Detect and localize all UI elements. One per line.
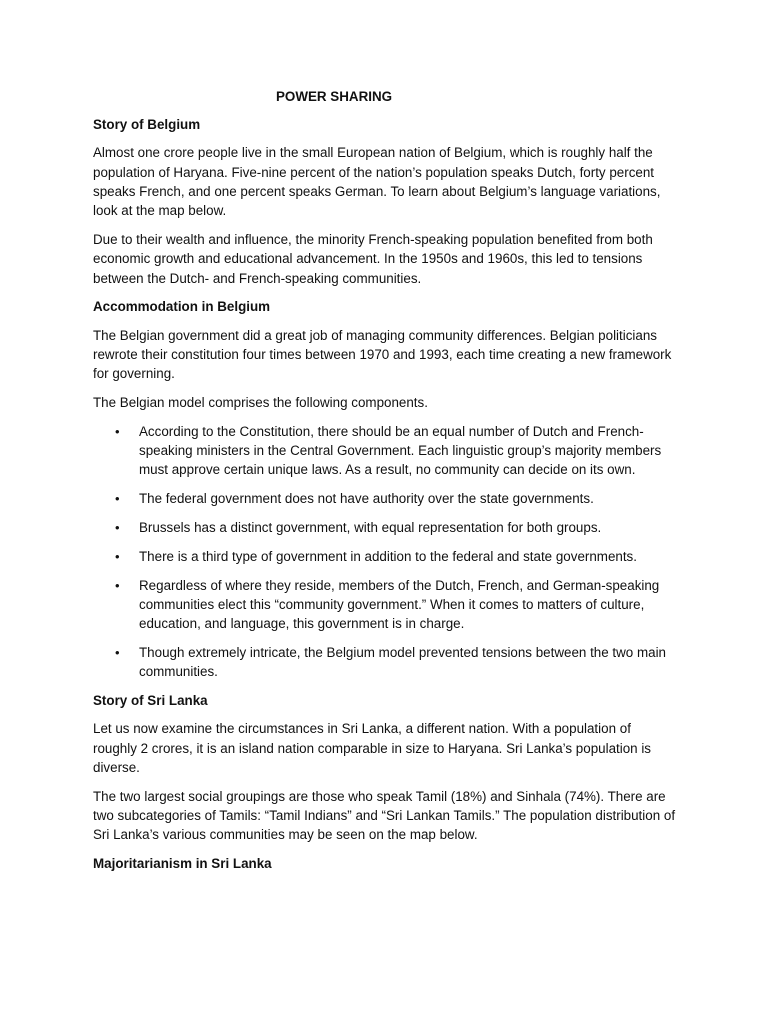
section-heading-accommodation: Accommodation in Belgium [93,299,271,315]
bullet-icon: • [115,520,120,536]
paragraph-srilanka-1: Let us now examine the circumstances in Sri Lanka, a different nation. With a population of roughly 2 crores, it is an island nation comparable in size to Haryana. Sri Lanka’s population is diverse. [93,721,651,776]
paragraph-belgium-2: Due to their wealth and influence, the minority French-speaking population benefited from both economic growth and educational advancement. In the 1950s and 1960s, this led to tensions between the Dutch- and French-speaking communities. [93,231,653,286]
belgian-model-list [93,422,678,682]
paragraph-accommodation-2: The Belgian model comprises the following components. [93,395,428,411]
list-item [93,518,678,537]
paragraph-accommodation-1: The Belgian government did a great job of managing community differences. Belgian politicians rewrote their constitution four times between 1970 and 1993, each time creating a new framework for governing. [93,327,672,382]
paragraph-srilanka-2: The two largest social groupings are those who speak Tamil (18%) and Sinhala (74%). There are two subcategories of Tamils: “Tamil Indians” and “Sri Lankan Tamils.” The population distribution of Sri Lanka’s various communities may be seen on the map below. [93,788,676,843]
bullet-icon: • [115,548,120,564]
list-item [93,643,678,682]
document-title: POWER SHARING [276,89,393,104]
list-item-text: Brussels has a distinct government, with equal representation for both groups. [139,520,602,536]
list-item [93,489,678,508]
bullet-icon: • [115,645,120,661]
section-heading-belgium: Story of Belgium [93,117,201,132]
list-item [93,422,678,480]
bullet-icon: • [115,423,120,439]
list-item-text: Regardless of where they reside, members of the Dutch, French, and German-speaking communities elect this “community government.” When it comes to matters of culture, education, and language, this government is in charge. [139,577,660,632]
bullet-icon: • [115,577,120,593]
section-heading-srilanka: Story of Sri Lanka [93,693,208,709]
bullet-icon: • [115,491,120,507]
section-heading-majoritarianism: Majoritarianism in Sri Lanka [93,856,272,872]
list-item-text: According to the Constitution, there should be an equal number of Dutch and French-speaking ministers in the Central Government. Each linguistic group’s majority members must approve certain unique laws. As a result, no community can decide on its own. [139,423,662,478]
paragraph-belgium-1: Almost one crore people live in the small European nation of Belgium, which is roughly half the population of Haryana. Five-nine percent of the nation’s population speaks Dutch, forty percent speaks French, and one percent speaks German. To learn about Belgium’s language variations, look at the map below. [93,145,661,219]
list-item [93,576,678,634]
list-item-text: Though extremely intricate, the Belgium model prevented tensions between the two main communities. [139,645,666,680]
document-page [93,87,678,883]
list-item-text: The federal government does not have authority over the state governments. [139,491,594,507]
list-item-text: There is a third type of government in addition to the federal and state governments. [139,548,637,564]
list-item [93,547,678,566]
